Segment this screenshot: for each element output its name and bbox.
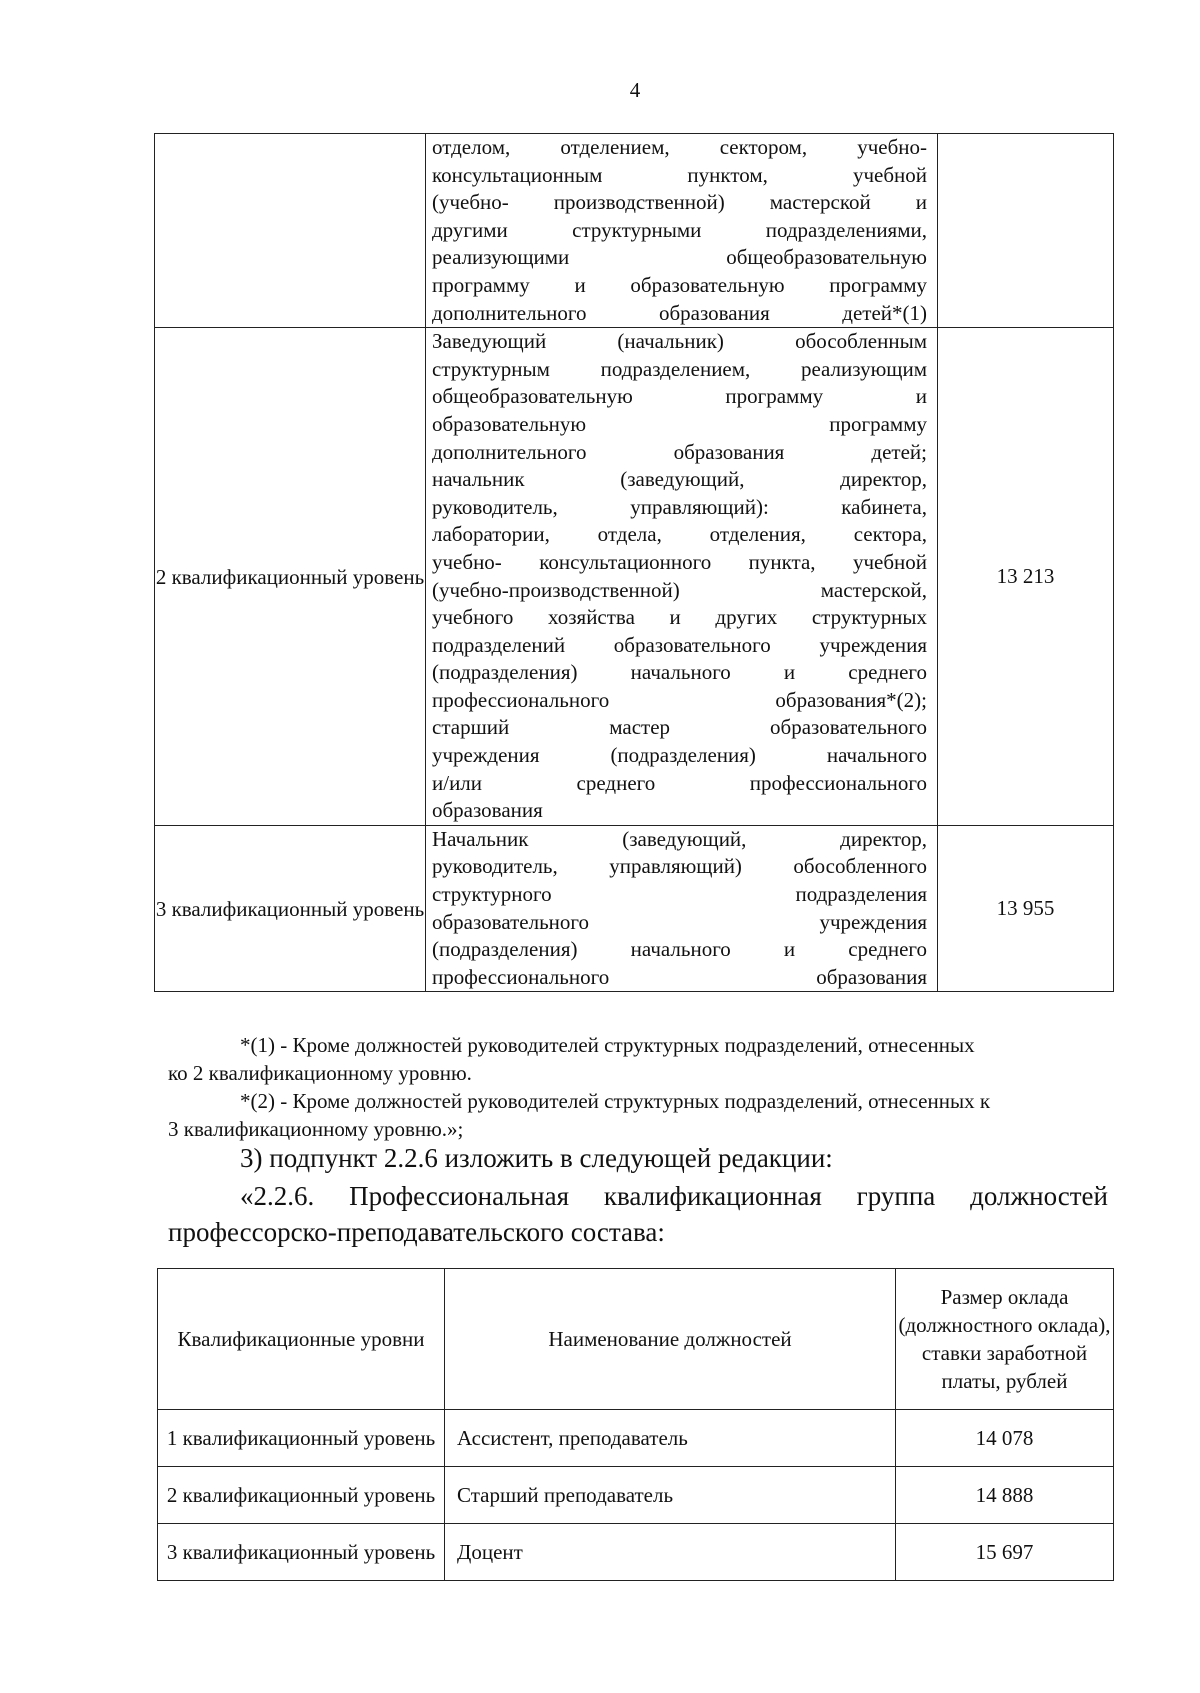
positions-line: старший мастер образовательного xyxy=(432,715,927,740)
positions-cell xyxy=(426,134,938,328)
table-row xyxy=(158,1524,1114,1581)
positions-line: консультационным пунктом, учебной xyxy=(432,162,927,187)
level-cell: 3 квалификационный уровень xyxy=(158,1524,445,1581)
table-header-row xyxy=(158,1269,1114,1410)
table-row xyxy=(155,328,1114,826)
header-salary: Размер оклада (должностного оклада), ставки заработной платы, рублей xyxy=(896,1269,1114,1410)
positions-line: дополнительного образования детей*(1) xyxy=(432,300,927,325)
positions-line: учебно- консультационного пункта, учебной xyxy=(432,549,927,574)
table-row xyxy=(155,825,1114,992)
positions-line: профессионального образования xyxy=(432,964,927,989)
positions-line: руководитель, управляющий): кабинета, xyxy=(432,494,927,519)
position-cell: Старший преподаватель xyxy=(445,1467,896,1524)
positions-line: общеобразовательную программу и xyxy=(432,384,927,409)
professor-staff-table xyxy=(157,1268,1114,1581)
positions-cell xyxy=(426,328,938,826)
header-positions: Наименование должностей xyxy=(445,1269,896,1410)
positions-line: другими структурными подразделениями, xyxy=(432,217,927,242)
section-heading xyxy=(168,1178,1108,1250)
salary-cell: 14 888 xyxy=(896,1467,1114,1524)
footnote-2-line-2: 3 квалификационному уровню.»; xyxy=(168,1117,464,1141)
positions-line: образования xyxy=(432,798,543,823)
table-row xyxy=(158,1410,1114,1467)
salary-cell: 14 078 xyxy=(896,1410,1114,1467)
positions-line: реализующими общеобразовательную xyxy=(432,245,927,270)
level-cell xyxy=(155,134,426,328)
positions-line: и/или среднего профессионального xyxy=(432,770,927,795)
positions-line: руководитель, управляющий) обособленного xyxy=(432,854,927,879)
positions-line: образовательную программу xyxy=(432,411,927,436)
positions-line: (учебно- производственной) мастерской и xyxy=(432,190,927,215)
section-heading-line-2: профессорско-преподавательского состава: xyxy=(168,1217,665,1247)
positions-line: (учебно-производственной) мастерской, xyxy=(432,577,927,602)
positions-line: отделом, отделением, сектором, учебно- xyxy=(432,135,927,159)
position-cell: Доцент xyxy=(445,1524,896,1581)
salary-cell: 13 955 xyxy=(938,825,1114,992)
footnote-2 xyxy=(168,1087,1108,1143)
salary-cell: 15 697 xyxy=(896,1524,1114,1581)
positions-line: программу и образовательную программу xyxy=(432,272,927,297)
footnote-2-line-1: *(2) - Кроме должностей руководителей структурных подразделений, отнесенных к xyxy=(240,1089,991,1113)
qualification-table-continued xyxy=(154,133,1114,992)
positions-cell xyxy=(426,825,938,992)
level-cell: 1 квалификационный уровень xyxy=(158,1410,445,1467)
positions-line: дополнительного образования детей; xyxy=(432,439,927,464)
level-cell: 3 квалификационный уровень xyxy=(155,825,426,992)
footnote-1 xyxy=(168,1031,1108,1087)
table-row xyxy=(155,134,1114,328)
subpoint-text xyxy=(168,1140,1108,1176)
positions-line: профессионального образования*(2); xyxy=(432,687,927,712)
footnote-1-line-1: *(1) - Кроме должностей руководителей структурных подразделений, отнесенных xyxy=(240,1033,975,1057)
positions-line: учебного хозяйства и других структурных xyxy=(432,605,927,630)
positions-line: структурным подразделением, реализующим xyxy=(432,356,927,381)
level-cell: 2 квалификационный уровень xyxy=(155,328,426,826)
footnote-1-line-2: ко 2 квалификационному уровню. xyxy=(168,1061,472,1085)
salary-cell: 13 213 xyxy=(938,328,1114,826)
positions-line: (подразделения) начального и среднего xyxy=(432,660,927,685)
positions-line: (подразделения) начального и среднего xyxy=(432,937,927,962)
salary-cell xyxy=(938,134,1114,328)
positions-line: образовательного учреждения xyxy=(432,909,927,934)
positions-line: подразделений образовательного учреждения xyxy=(432,632,927,657)
positions-line: лаборатории, отдела, отделения, сектора, xyxy=(432,522,927,547)
section-heading-line-1: «2.2.6. Профессиональная квалификационная группа должностей xyxy=(240,1181,1108,1211)
page-number: 4 xyxy=(629,78,641,102)
positions-line: структурного подразделения xyxy=(432,882,927,907)
positions-line: Начальник (заведующий, директор, xyxy=(432,826,927,851)
level-cell: 2 квалификационный уровень xyxy=(158,1467,445,1524)
header-levels: Квалификационные уровни xyxy=(158,1269,445,1410)
positions-line: учреждения (подразделения) начального xyxy=(432,743,927,768)
subpoint-line: 3) подпункт 2.2.6 изложить в следующей редакции: xyxy=(240,1143,833,1173)
positions-line: Заведующий (начальник) обособленным xyxy=(432,329,927,354)
table-row xyxy=(158,1467,1114,1524)
position-cell: Ассистент, преподаватель xyxy=(445,1410,896,1467)
positions-line: начальник (заведующий, директор, xyxy=(432,467,927,492)
